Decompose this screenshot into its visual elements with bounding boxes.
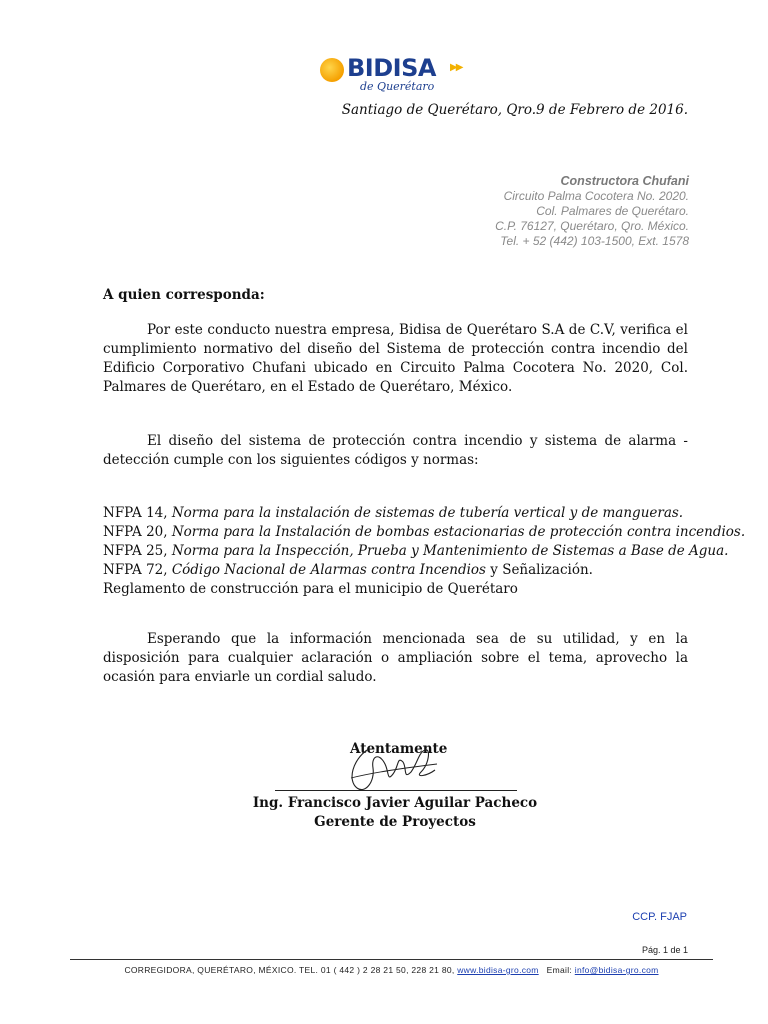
recipient-company: Constructora Chufani: [560, 174, 689, 188]
signer-title: Gerente de Proyectos: [314, 814, 476, 830]
handwritten-signature: [345, 742, 440, 797]
footer: [70, 965, 713, 975]
footer-address: CORREGIDORA, QUERÉTARO, MÉXICO. TEL. 01 ( 442 ) 2 28 21 50, 228 21 80,: [124, 965, 458, 975]
company-logo: [320, 52, 480, 96]
norm-item: Reglamento de construcción para el municipio de Querétaro: [103, 581, 518, 597]
email-label: Email:: [538, 965, 575, 975]
body-paragraph: Esperando que la información mencionada sea de su utilidad, y en la disposición para cualquier aclaración o ampliación sobre el tema, aprovecho la ocasión para enviarle un cordial saludo.: [103, 631, 688, 685]
page-number: Pág. 1 de 1: [641, 945, 688, 955]
norm-item: NFPA 20, Norma para la Instalación de bombas estacionarias de protección contra incendios.: [103, 524, 746, 540]
norm-item: NFPA 14, Norma para la instalación de sistemas de tubería vertical y de mangueras.: [103, 505, 684, 521]
recipient-address-line: Circuito Palma Cocotera No. 2020.: [503, 189, 689, 203]
footer-divider: [70, 959, 713, 960]
norms-list: [103, 504, 745, 599]
email-link[interactable]: info@bidisa-gro.com: [574, 965, 659, 975]
ccp-note: CCP. FJAP: [632, 911, 687, 923]
recipient-phone: Tel. + 52 (442) 103-1500, Ext. 1578: [500, 234, 689, 248]
recipient-address-line: C.P. 76127, Querétaro, Qro. México.: [495, 219, 689, 233]
letter-date: Santiago de Querétaro, Qro.9 de Febrero de 2016.: [341, 102, 688, 118]
sun-icon: [320, 58, 344, 82]
logo-brand: BIDISA: [347, 54, 436, 82]
body-paragraph: Por este conducto nuestra empresa, Bidisa de Querétaro S.A de C.V, verifica el cumplimiento normativo del diseño del Sistema de protección contra incendio del Edificio Corporativo Chufani ubicado en Circuito Palma Cocotera No. 2020, Col. Palmares de Querétaro, en el Estado de Querétaro, México.: [103, 322, 688, 395]
recipient-address-line: Col. Palmares de Querétaro.: [536, 204, 689, 218]
closing: Atentamente: [350, 741, 448, 757]
arrows-icon: ▶▶: [450, 62, 462, 73]
signer-name: Ing. Francisco Javier Aguilar Pacheco: [252, 795, 538, 811]
norm-item: NFPA 72, Código Nacional de Alarmas contra Incendios y Señalización.: [103, 562, 593, 578]
salutation: A quien corresponda:: [103, 287, 265, 303]
logo-subtitle: de Querétaro: [360, 80, 435, 93]
body-paragraph: El diseño del sistema de protección contra incendio y sistema de alarma - detección cumple con los siguientes códigos y normas:: [103, 433, 688, 468]
website-link[interactable]: www.bidisa-gro.com: [457, 965, 539, 975]
norm-item: NFPA 25, Norma para la Inspección, Prueba y Mantenimiento de Sistemas a Base de Agua.: [103, 543, 729, 559]
